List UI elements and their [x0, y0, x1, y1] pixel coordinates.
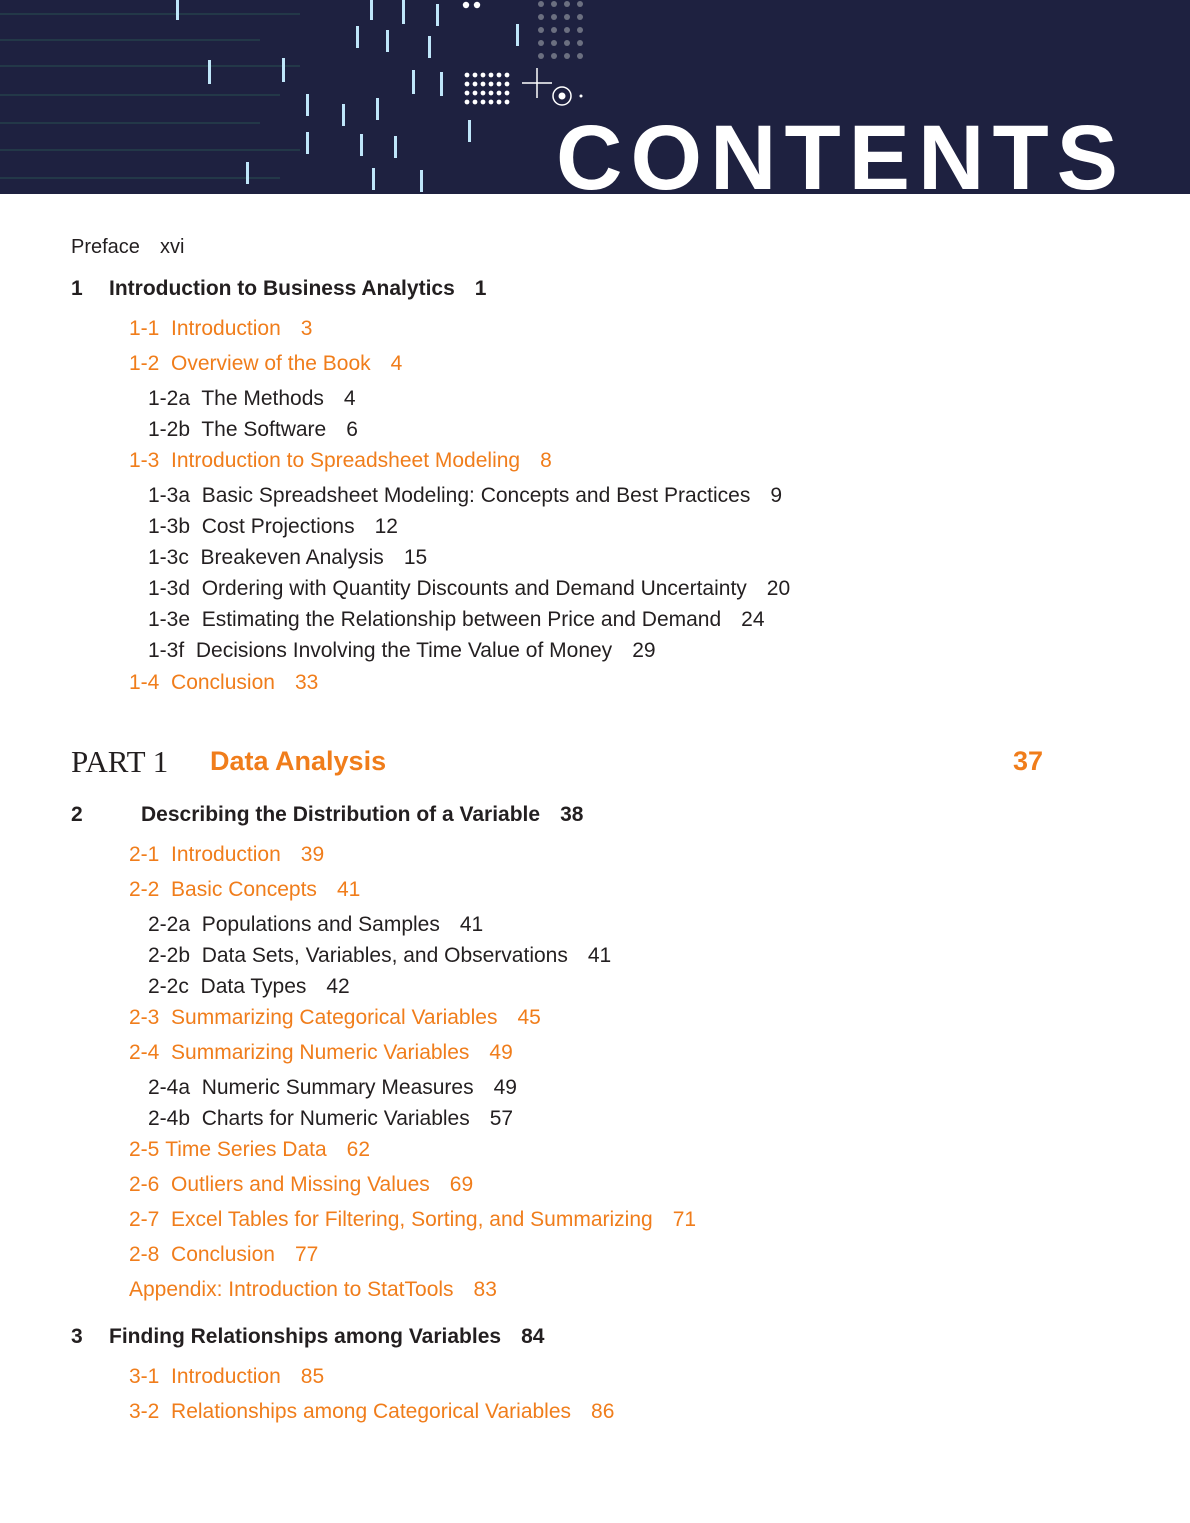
- toc-section[interactable]: [129, 1208, 696, 1232]
- subsection-number: 2-4a: [148, 1076, 191, 1099]
- toc-subsection[interactable]: [148, 418, 358, 442]
- section-page: 41: [336, 878, 361, 901]
- front-matter-page: xvi: [159, 236, 185, 258]
- toc-section[interactable]: [129, 1138, 370, 1162]
- subsection-number: 1-2a: [148, 387, 191, 410]
- chapter-title: Describing the Distribution of a Variable: [141, 803, 541, 826]
- toc-chapter[interactable]: [71, 277, 486, 301]
- toc-section[interactable]: [129, 1006, 541, 1030]
- toc-subsection[interactable]: [148, 608, 765, 632]
- subsection-title: Estimating the Relationship between Price and Demand: [201, 608, 722, 631]
- section-title: Time Series Data: [165, 1138, 327, 1161]
- section-page: 71: [672, 1208, 697, 1231]
- subsection-number: 1-3e: [148, 608, 191, 631]
- part-title: Data Analysis: [210, 746, 387, 776]
- section-number: 2-2: [129, 878, 160, 901]
- subsection-title: The Methods: [201, 387, 324, 410]
- toc-chapter[interactable]: [71, 803, 583, 827]
- section-number: 2-3: [129, 1006, 160, 1029]
- section-title: Relationships among Categorical Variables: [171, 1400, 572, 1423]
- toc-section[interactable]: [129, 352, 402, 376]
- chapter-page: 84: [521, 1325, 545, 1348]
- section-title: Introduction: [171, 843, 281, 866]
- chapter-title: Finding Relationships among Variables: [109, 1325, 502, 1348]
- part-label: PART 1: [71, 744, 169, 779]
- section-title: Excel Tables for Filtering, Sorting, and Summarizing: [171, 1208, 653, 1231]
- toc-subsection[interactable]: [148, 639, 656, 663]
- toc-subsection[interactable]: [148, 913, 483, 937]
- subsection-title: The Software: [201, 418, 327, 441]
- toc-appendix[interactable]: [129, 1278, 497, 1302]
- toc-subsection[interactable]: [148, 944, 611, 968]
- subsection-page: 9: [770, 484, 783, 507]
- subsection-page: 20: [766, 577, 791, 600]
- subsection-title: Populations and Samples: [201, 913, 440, 936]
- chapter-number: 3: [71, 1325, 83, 1348]
- section-title: Conclusion: [171, 671, 275, 694]
- subsection-number: 2-2b: [148, 944, 191, 967]
- subsection-page: 42: [326, 975, 350, 998]
- section-page: 77: [294, 1243, 319, 1266]
- section-number: 2-5: [129, 1138, 160, 1161]
- subsection-page: 4: [343, 387, 356, 410]
- section-title: Summarizing Numeric Variables: [171, 1041, 470, 1064]
- appendix-title: Appendix: Introduction to StatTools: [129, 1278, 454, 1301]
- section-page: 39: [300, 843, 325, 866]
- subsection-title: Basic Spreadsheet Modeling: Concepts and Best Practices: [201, 484, 751, 507]
- subsection-page: 15: [403, 546, 428, 569]
- subsection-title: Breakeven Analysis: [200, 546, 384, 569]
- subsection-number: 2-4b: [148, 1107, 191, 1130]
- toc-section[interactable]: [129, 317, 312, 341]
- section-title: Overview of the Book: [171, 352, 371, 375]
- section-page: 62: [346, 1138, 370, 1161]
- subsection-page: 29: [632, 639, 656, 662]
- chapter-page: 38: [560, 803, 584, 826]
- subsection-number: 1-3a: [148, 484, 191, 507]
- section-number: 2-4: [129, 1041, 160, 1064]
- section-title: Introduction: [171, 1365, 281, 1388]
- subsection-page: 57: [489, 1107, 514, 1130]
- toc-section[interactable]: [129, 843, 324, 867]
- chapter-title: Introduction to Business Analytics: [109, 277, 455, 300]
- toc-subsection[interactable]: [148, 546, 427, 570]
- subsection-page: 41: [459, 913, 484, 936]
- toc-section[interactable]: [129, 1400, 614, 1424]
- section-page: 86: [591, 1400, 615, 1423]
- subsection-number: 1-3c: [148, 546, 189, 569]
- section-title: Basic Concepts: [171, 878, 317, 901]
- subsection-number: 2-2c: [148, 975, 189, 998]
- toc-subsection[interactable]: [148, 577, 790, 601]
- subsection-page: 49: [493, 1076, 517, 1099]
- subsection-title: Numeric Summary Measures: [201, 1076, 474, 1099]
- toc-part-heading[interactable]: [71, 744, 1043, 780]
- section-number: 2-1: [129, 843, 160, 866]
- section-title: Summarizing Categorical Variables: [171, 1006, 498, 1029]
- toc-section[interactable]: [129, 671, 318, 695]
- subsection-title: Data Sets, Variables, and Observations: [201, 944, 568, 967]
- section-page: 3: [300, 317, 313, 340]
- section-number: 2-8: [129, 1243, 160, 1266]
- section-number: 2-6: [129, 1173, 160, 1196]
- section-number: 1-4: [129, 671, 160, 694]
- section-page: 45: [517, 1006, 541, 1029]
- section-page: 8: [540, 449, 552, 472]
- subsection-page: 24: [741, 608, 765, 631]
- subsection-number: 1-2b: [148, 418, 191, 441]
- subsection-number: 1-3b: [148, 515, 191, 538]
- toc-subsection[interactable]: [148, 387, 356, 411]
- subsection-page: 6: [346, 418, 358, 441]
- front-matter-title: Preface: [71, 236, 140, 258]
- subsection-title: Decisions Involving the Time Value of Money: [195, 639, 613, 662]
- toc-section[interactable]: [129, 878, 360, 902]
- section-title: Conclusion: [171, 1243, 275, 1266]
- section-page: 4: [390, 352, 403, 375]
- chapter-number: 2: [71, 803, 83, 826]
- subsection-page: 41: [587, 944, 612, 967]
- subsection-title: Ordering with Quantity Discounts and Demand Uncertainty: [201, 577, 747, 600]
- section-page: 85: [300, 1365, 325, 1388]
- part-page: 37: [1012, 746, 1043, 776]
- toc-subsection[interactable]: [148, 515, 398, 539]
- page-title: CONTENTS: [556, 107, 1126, 194]
- section-number: 2-7: [129, 1208, 160, 1231]
- toc-subsection[interactable]: [148, 1107, 513, 1131]
- toc-chapter[interactable]: [71, 1325, 544, 1349]
- toc-subsection[interactable]: [148, 1076, 517, 1100]
- toc-section[interactable]: [129, 449, 552, 473]
- section-number: 1-2: [129, 352, 160, 375]
- section-page: 33: [294, 671, 319, 694]
- toc-subsection[interactable]: [148, 975, 350, 999]
- appendix-page: 83: [473, 1278, 497, 1301]
- section-number: 3-1: [129, 1365, 160, 1388]
- subsection-number: 2-2a: [148, 913, 191, 936]
- toc-section[interactable]: [129, 1173, 473, 1197]
- subsection-number: 1-3d: [148, 577, 191, 600]
- subsection-number: 1-3f: [148, 639, 185, 662]
- subsection-title: Cost Projections: [201, 515, 355, 538]
- section-number: 3-2: [129, 1400, 160, 1423]
- toc-subsection[interactable]: [148, 484, 782, 508]
- toc-section[interactable]: [129, 1243, 318, 1267]
- toc-front-matter[interactable]: [71, 236, 184, 259]
- section-page: 69: [449, 1173, 474, 1196]
- subsection-title: Data Types: [200, 975, 307, 998]
- section-title: Introduction to Spreadsheet Modeling: [171, 449, 521, 472]
- section-number: 1-1: [129, 317, 160, 340]
- section-number: 1-3: [129, 449, 160, 472]
- section-title: Introduction: [171, 317, 281, 340]
- contents-banner: [0, 0, 1190, 194]
- subsection-title: Charts for Numeric Variables: [201, 1107, 470, 1130]
- toc-section[interactable]: [129, 1365, 324, 1389]
- chapter-page: 1: [474, 277, 487, 300]
- section-title: Outliers and Missing Values: [171, 1173, 430, 1196]
- toc-section[interactable]: [129, 1041, 513, 1065]
- chapter-number: 1: [71, 277, 83, 300]
- section-page: 49: [489, 1041, 513, 1064]
- subsection-page: 12: [374, 515, 398, 538]
